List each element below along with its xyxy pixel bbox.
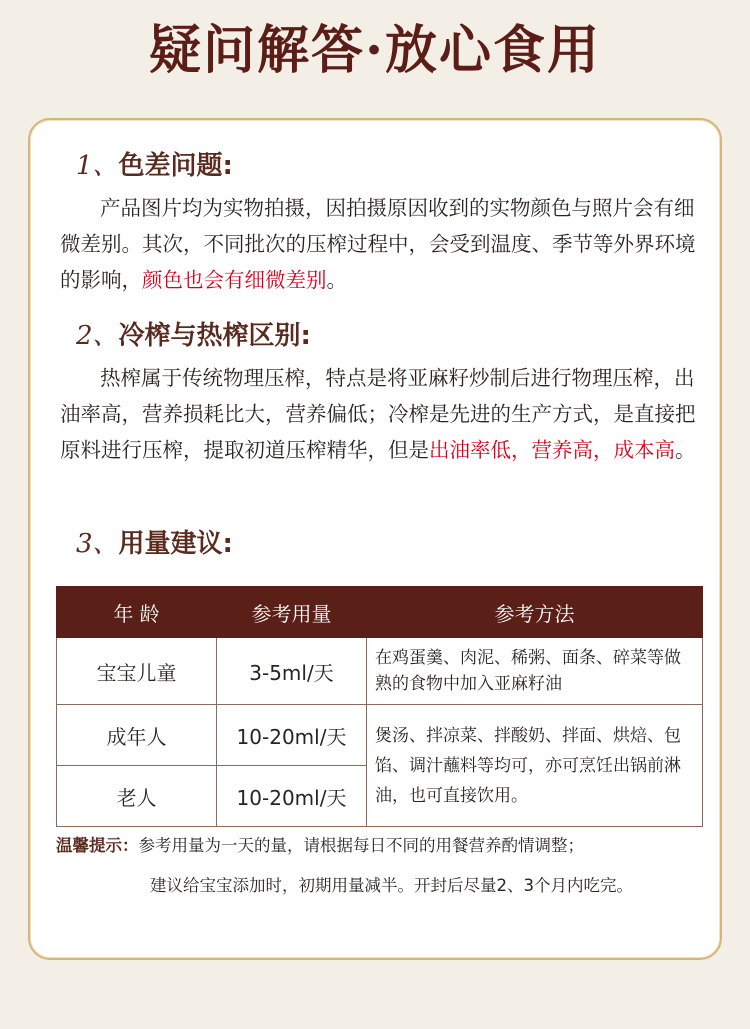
cell-method: 在鸡蛋羹、肉泥、稀粥、面条、碎菜等做熟的食物中加入亚麻籽油 [367,638,703,705]
section-number: 1、 [76,151,119,181]
section-heading [76,524,700,564]
section-paragraph [60,360,700,468]
cell-age: 成年人 [57,705,217,766]
section-heading [76,316,700,356]
paragraph-highlight: 颜色也会有细微差别 [142,268,327,292]
section-heading-text: 冷榨与热榨区别: [118,321,311,351]
paragraph-tail: 。 [326,268,347,292]
header-age: 年 龄 [57,587,217,638]
page-title: 疑问解答·放心食用 [148,20,602,81]
faq-card [28,118,722,960]
cell-amount: 3-5ml/天 [217,638,367,705]
section-heading-text: 用量建议: [118,529,233,559]
tip-text-1: 参考用量为一天的量，请根据每日不同的用餐营养酌情调整； [138,836,584,855]
section-color-difference [60,146,700,298]
tip-label: 温馨提示： [56,836,139,855]
table-row [57,705,703,766]
header-method: 参考方法 [367,587,703,638]
header-amount: 参考用量 [217,587,367,638]
section-cold-vs-hot-press [60,316,700,468]
paragraph-tail: 。 [675,438,696,462]
table-row [57,638,703,705]
section-heading [76,146,700,186]
cell-amount: 10-20ml/天 [217,705,367,766]
tip-line-1 [56,832,706,856]
section-heading-text: 色差问题: [118,151,233,181]
usage-table [56,586,703,827]
section-number: 2、 [76,321,119,351]
tip-text-2: 建议给宝宝添加时，初期用量减半。开封后尽量2、3个月内吃完。 [150,876,633,895]
section-usage-advice [60,524,700,564]
cell-method: 煲汤、拌凉菜、拌酸奶、拌面、烘焙、包馅、调汁蘸料等均可，亦可烹饪出锅前淋油，也可直接饮用。 [367,705,703,827]
cell-age: 宝宝儿童 [57,638,217,705]
paragraph-text: 产品图片均为实物拍摄，因拍摄原因收到的实物颜色与照片会有细微差别。其次，不同批次的压榨过程中，会受到温度、季节等外界环境的影响， [60,196,696,292]
section-paragraph [60,190,700,298]
cell-amount: 10-20ml/天 [217,766,367,827]
paragraph-text: 热榨属于传统物理压榨，特点是将亚麻籽炒制后进行物理压榨，出油率高，营养损耗比大，营养偏低；冷榨是先进的生产方式，是直接把原料进行压榨，提取初道压榨精华，但是 [60,366,696,462]
tip-line-2 [150,872,710,896]
section-number: 3、 [76,529,119,559]
paragraph-highlight: 出油率低，营养高，成本高 [429,438,675,462]
cell-age: 老人 [57,766,217,827]
table-header-row [57,587,703,638]
